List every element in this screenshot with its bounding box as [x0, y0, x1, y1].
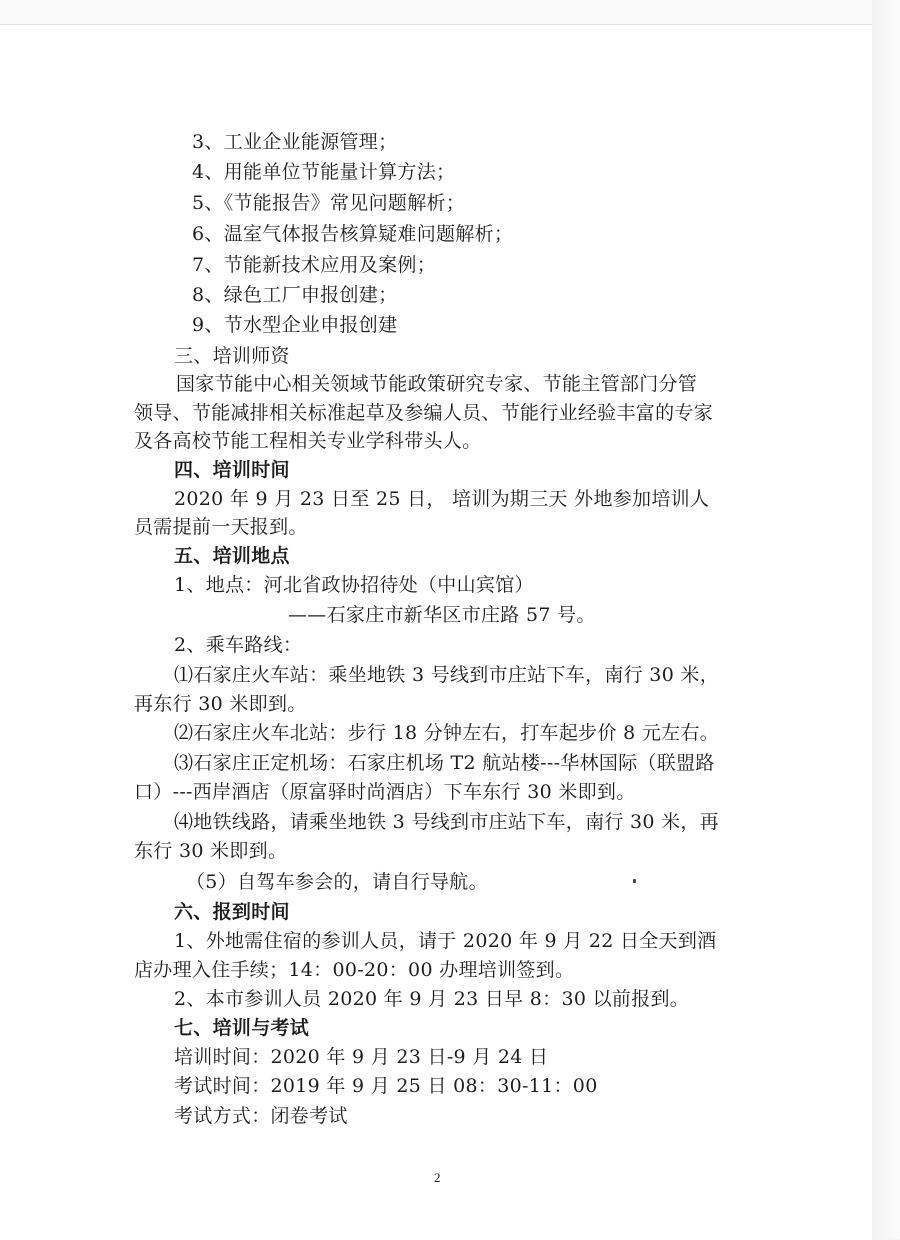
list-item: 4、用能单位节能量计算方法； — [192, 161, 456, 183]
address-line: ——石家庄市新华区市庄路 57 号。 — [288, 604, 596, 626]
paragraph-line: 2、本市参训人员 2020 年 9 月 23 日早 8：30 以前报到。 — [174, 988, 690, 1010]
paragraph-line: 2、乘车路线： — [174, 634, 303, 656]
section-heading: 四、培训时间 — [174, 459, 290, 481]
paragraph-line: （5）自驾车参会的，请自行导航。 — [186, 871, 488, 893]
scan-margin-top — [0, 0, 900, 24]
paragraph-line: 2020 年 9 月 23 日至 25 日， 培训为期三天 外地参加培训人 — [174, 488, 710, 510]
section-heading: 三、培训师资 — [174, 345, 290, 367]
section-heading: 七、培训与考试 — [174, 1017, 310, 1039]
paragraph-line: 东行 30 米即到。 — [134, 840, 288, 862]
list-item: 6、温室气体报告核算疑难问题解析； — [192, 223, 514, 245]
list-item: 5、《节能报告》常见问题解析； — [192, 192, 466, 214]
paragraph-line: 及各高校节能工程相关专业学科带头人。 — [134, 430, 482, 452]
paragraph-line: 考试时间：2019 年 9 月 25 日 08：30-11：00 — [174, 1075, 598, 1097]
scan-margin-right — [872, 0, 900, 1239]
scan-speck — [633, 879, 636, 883]
paragraph-line: 口）---西岸酒店（原富驿时尚酒店）下车东行 30 米即到。 — [134, 781, 636, 803]
section-heading: 六、报到时间 — [174, 901, 290, 923]
paragraph-line: 1、地点：河北省政协招待处（中山宾馆） — [174, 574, 534, 596]
paragraph-line: ⑷地铁线路，请乘坐地铁 3 号线到市庄站下车，南行 30 米，再 — [174, 811, 720, 833]
list-item: 3、工业企业能源管理； — [192, 131, 398, 153]
paragraph-line: 店办理入住手续；14：00-20：00 办理培训签到。 — [134, 959, 575, 981]
paragraph-line: ⑶石家庄正定机场：石家庄机场 T2 航站楼---华林国际（联盟路 — [174, 752, 715, 774]
section-heading: 五、培训地点 — [174, 545, 290, 567]
page-number: 2 — [434, 1170, 441, 1185]
list-item: 7、节能新技术应用及案例； — [192, 254, 436, 276]
paragraph-line: ⑴石家庄火车站：乘坐地铁 3 号线到市庄站下车，南行 30 米， — [174, 664, 720, 686]
paragraph-line: 员需提前一天报到。 — [134, 516, 308, 538]
paragraph-line: 再东行 30 米即到。 — [134, 693, 307, 715]
paragraph-line: 培训时间：2020 年 9 月 23 日-9 月 24 日 — [174, 1046, 549, 1068]
paragraph-line: 领导、节能减排相关标准起草及参编人员、节能行业经验丰富的专家 — [134, 402, 714, 424]
paragraph-line: 国家节能中心相关领域节能政策研究专家、节能主管部门分管 — [176, 373, 698, 395]
paragraph-line: ⑵石家庄火车北站：步行 18 分钟左右，打车起步价 8 元左右。 — [174, 722, 720, 744]
paragraph-line: 考试方式：闭卷考试 — [174, 1105, 348, 1127]
list-item: 9、节水型企业申报创建 — [192, 314, 398, 336]
list-item: 8、绿色工厂申报创建； — [192, 284, 398, 306]
paragraph-line: 1、外地需住宿的参训人员，请于 2020 年 9 月 22 日全天到酒 — [174, 930, 717, 952]
